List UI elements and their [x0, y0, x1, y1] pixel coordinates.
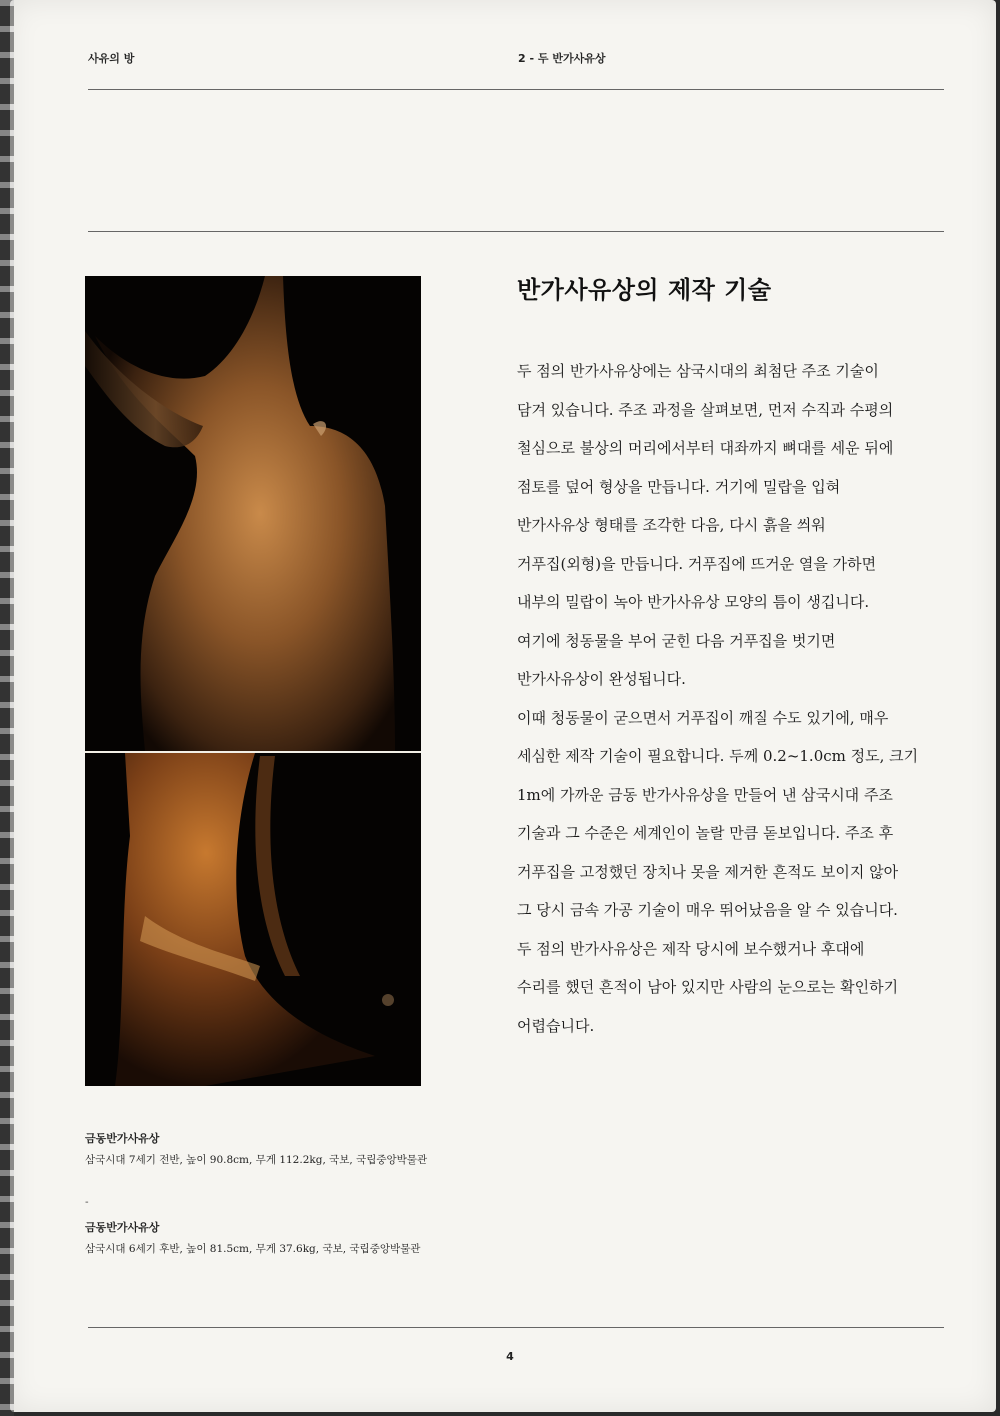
body-line: 내부의 밀랍이 녹아 반가사유상 모양의 틈이 생깁니다.: [517, 593, 870, 611]
footer-rule: [88, 1327, 944, 1328]
body-line: 두 점의 반가사유상에는 삼국시대의 최첨단 주조 기술이: [517, 362, 879, 380]
body-line: 두 점의 반가사유상은 제작 당시에 보수했거나 후대에: [517, 939, 865, 958]
body-line: 거푸집을 고정했던 장치나 못을 제거한 흔적도 보이지 않아: [517, 862, 899, 881]
section-rule: [88, 231, 944, 232]
caption-title: 금동반가사유상: [85, 1221, 160, 1234]
document-page: [10, 0, 996, 1412]
statue-photo-illustration: [85, 276, 421, 1086]
caption-separator: -: [85, 1197, 89, 1208]
body-line: 그 당시 금속 가공 기술이 매우 뛰어났음을 알 수 있습니다.: [517, 901, 898, 919]
body-line: 반가사유상 형태를 조각한 다음, 다시 흙을 씌워: [517, 516, 826, 534]
spiral-binding: [0, 0, 14, 1416]
header-rule: [88, 89, 944, 90]
body-line: 여기에 청동물을 부어 굳힌 다음 거푸집을 벗기면: [517, 631, 836, 650]
body-line: 기술과 그 수준은 세계인이 놀랄 만큼 돋보입니다. 주조 후: [517, 824, 894, 842]
body-line: 점토를 덮어 형상을 만듭니다. 거기에 밀랍을 입혀: [517, 477, 841, 496]
body-line: 세심한 제작 기술이 필요합니다. 두께 0.2~1.0cm 정도, 크기: [517, 747, 919, 765]
caption-description: 삼국시대 6세기 후반, 높이 81.5cm, 무게 37.6kg, 국보, 국립중앙박물관: [85, 1243, 421, 1255]
caption-title: 금동반가사유상: [85, 1132, 160, 1145]
caption-description: 삼국시대 7세기 전반, 높이 90.8cm, 무게 112.2kg, 국보, 국립중앙박물관: [85, 1154, 428, 1166]
body-line: 어렵습니다.: [517, 1016, 595, 1035]
body-line: 철심으로 불상의 머리에서부터 대좌까지 뼈대를 세운 뒤에: [517, 439, 894, 457]
page-number: 4: [506, 1350, 514, 1363]
body-line: 이때 청동물이 굳으면서 거푸집이 깨질 수도 있기에, 매우: [517, 708, 889, 727]
photo-caption-1: [85, 1130, 427, 1167]
running-header-chapter: 2 - 두 반가사유상: [518, 52, 606, 65]
running-header-section: 사유의 방: [88, 52, 135, 65]
article-body: [517, 352, 942, 1045]
body-line: 수리를 했던 흔적이 남아 있지만 사람의 눈으로는 확인하기: [517, 978, 899, 996]
article-title: 반가사유상의 제작 기술: [517, 276, 772, 304]
body-line: 담겨 있습니다. 주조 과정을 살펴보면, 먼저 수직과 수평의: [517, 400, 894, 419]
body-line: 반가사유상이 완성됩니다.: [517, 670, 686, 688]
body-line: 거푸집(외형)을 만듭니다. 거푸집에 뜨거운 열을 가하면: [517, 554, 877, 573]
statue-photo: [85, 276, 421, 1086]
photo-caption-2: [85, 1219, 420, 1256]
body-line: 1m에 가까운 금동 반가사유상을 만들어 낸 삼국시대 주조: [517, 785, 893, 804]
